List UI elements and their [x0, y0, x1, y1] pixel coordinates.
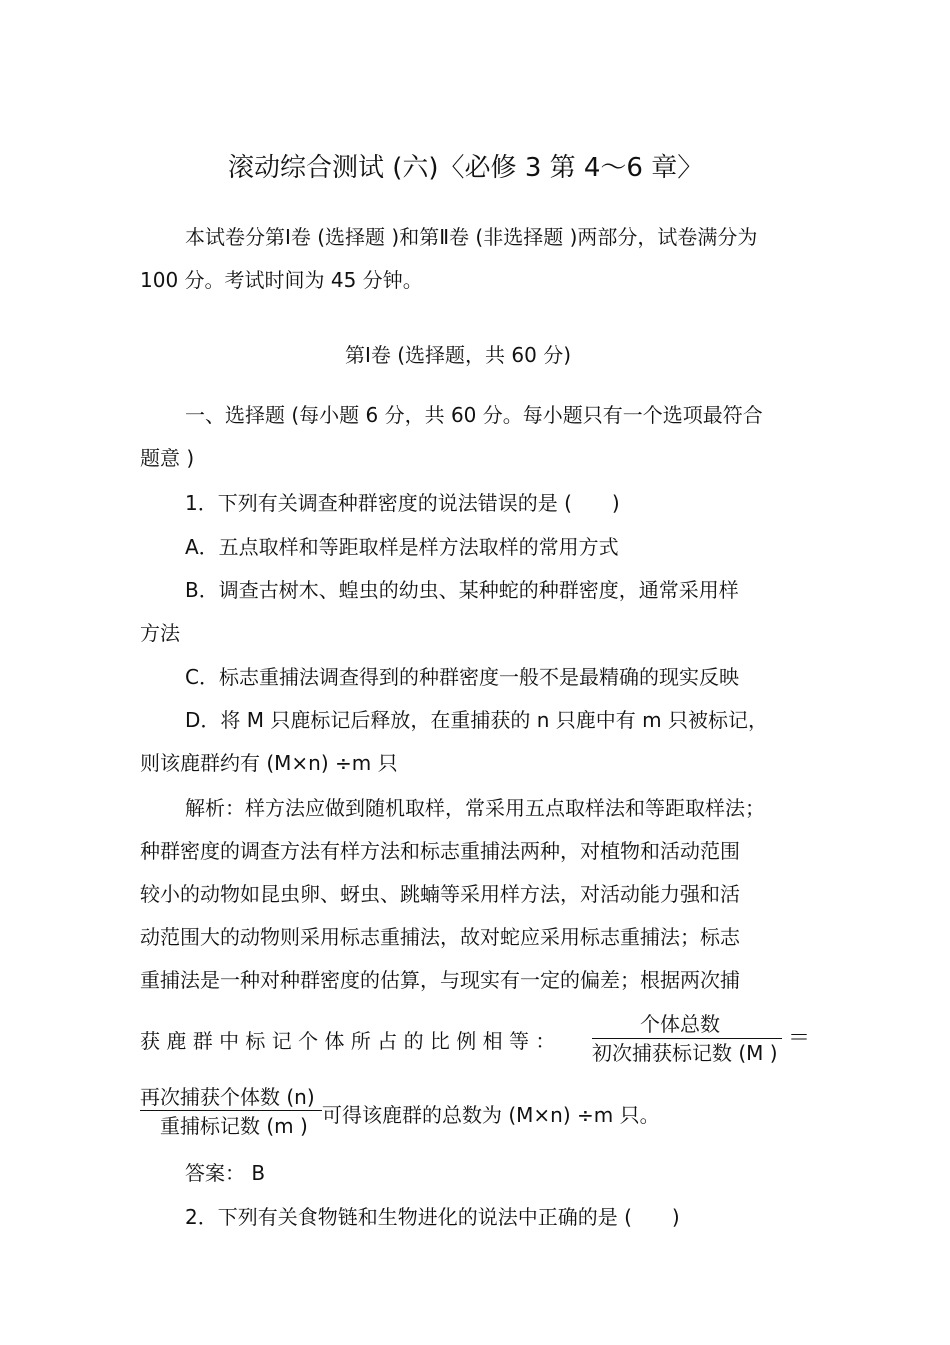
analysis-line-4: 动范围大的动物则采用标志重捕法，故对蛇应采用标志重捕法；标志	[140, 925, 740, 949]
question-1-stem: 1．下列有关调查种群密度的说法错误的是 ( )	[185, 491, 620, 515]
analysis-line-7-tail: 可得该鹿群的总数为 (M×n) ÷m 只。	[322, 1103, 660, 1127]
analysis-line-5: 重捕法是一种对种群密度的估算，与现实有一定的偏差；根据两次捕	[140, 968, 740, 992]
intro-line-1: 本试卷分第Ⅰ卷 (选择题 )和第Ⅱ卷 (非选择题 )两部分，试卷满分为	[185, 225, 758, 249]
question-1-option-b-line-2: 方法	[140, 621, 180, 645]
part-heading-line-2: 题意 )	[140, 446, 195, 470]
fraction-1-numerator: 个体总数	[640, 1012, 720, 1036]
question-1-option-a: A．五点取样和等距取样是样方法取样的常用方式	[185, 535, 619, 559]
fraction-1-denominator: 初次捕获标记数 (M )	[592, 1041, 778, 1065]
section-title: 第Ⅰ卷 (选择题，共 60 分)	[345, 343, 572, 367]
fraction-2-bar	[140, 1110, 322, 1111]
question-1-option-b-line-1: B．调查古树木、蝗虫的幼虫、某种蛇的种群密度，通常采用样	[185, 578, 739, 602]
intro-line-2: 100 分。考试时间为 45 分钟。	[140, 268, 423, 292]
fraction-2-denominator: 重捕标记数 (m )	[160, 1114, 308, 1138]
fraction-2-numerator: 再次捕获个体数 (n)	[140, 1085, 315, 1109]
answer-line: 答案： B	[185, 1161, 266, 1185]
analysis-line-3: 较小的动物如昆虫卵、蚜虫、跳蝻等采用样方法，对活动能力强和活	[140, 882, 740, 906]
page-title: 滚动综合测试 (六)〈必修 3 第 4～6 章〉	[228, 153, 704, 183]
part-heading-line-1: 一、选择题 (每小题 6 分，共 60 分。每小题只有一个选项最符合	[185, 403, 763, 427]
question-1-option-c: C．标志重捕法调查得到的种群密度一般不是最精确的现实反映	[185, 665, 739, 689]
question-1-option-d-line-1: D．将 M 只鹿标记后释放，在重捕获的 n 只鹿中有 m 只被标记，	[185, 708, 768, 732]
analysis-line-6-lead: 获 鹿 群 中 标 记 个 体 所 占 的 比 例 相 等 ：	[140, 1029, 556, 1053]
question-1-option-d-line-2: 则该鹿群约有 (M×n) ÷m 只	[140, 751, 398, 775]
analysis-line-1: 解析：样方法应做到随机取样，常采用五点取样法和等距取样法；	[185, 796, 765, 820]
question-2-stem: 2．下列有关食物链和生物进化的说法中正确的是 ( )	[185, 1205, 680, 1229]
fraction-1-bar	[592, 1038, 782, 1039]
analysis-line-2: 种群密度的调查方法有样方法和标志重捕法两种，对植物和活动范围	[140, 839, 740, 863]
equals-sign: ＝	[788, 1026, 811, 1051]
